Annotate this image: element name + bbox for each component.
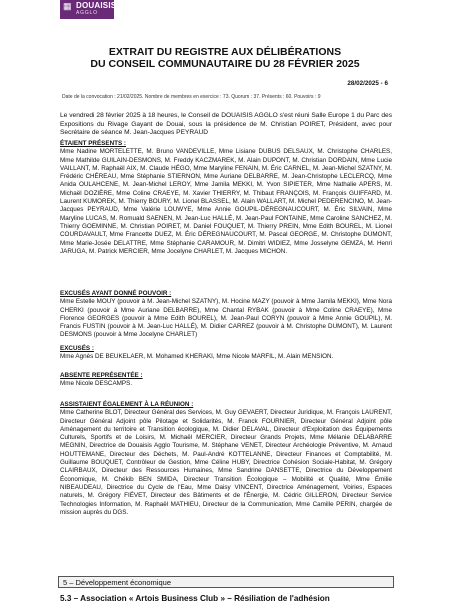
subsection-heading: 5.3 – Association « Artois Business Club » – Résiliation de l'adhésion [60,594,330,603]
absente-section [60,372,392,389]
excuses-list: Mme Agnès DE BEUKELAER, M. Mohamed KHERAKI, Mme Nicole MARFIL, M. Alain MENSION. [60,353,334,361]
logo [60,0,117,19]
absente-list: Mme Nicole DESCAMPS. [60,380,133,388]
document-title-line-1: EXTRAIT DU REGISTRE AUX DÉLIBÉRATIONS [108,46,342,58]
document-title-line-2: DU CONSEIL COMMUNAUTAIRE DU 28 FÉVRIER 2025 [90,58,360,70]
logo-brand: DOUAISIS [76,1,117,10]
deliberation-reference: 28/02/2025 - 6 [347,80,388,87]
intro-paragraph: Le vendredi 28 février 2025 à 18 heures, le Conseil de DOUAISIS AGGLO s'est réuni Salle Europe 1 du Parc des Expositions du Rivage Gayant de Douai, sous la présidence de M. Christian POIRET, Président, avec pour Secrétaire de séance M. Jean-Jacques PEYRAUD [60,112,392,137]
section-heading: 5 – Développement économique [58,576,394,588]
presents-list: Mme Nadine MORTELETTE, M. Bruno VANDEVILLE, Mme Lisiane DUBUS DELSAUX, M. Christophe CHARLES, Mme Mathilde GUILAIN-DESMONS, M. Freddy KACZMAREK, M. Alain DUPONT, M. Christian DORDAIN, Mme Lucie VAILLANT, M. Raphaël AIX, M. Claude HÉGO, Mme Maryline FENAIN, M. Éric CARNEL, M. Jean-Michel SZATNY, M. Frédéric CHÉREAU, Mme Stéphanie STIERNON, Mme Auriane DELBARRE, M. Jean-Christophe LECLERCQ, Mme Anida OULAHCENE, M. Jean-Michel LEROY, Mme Jamila MEKKI, M. Yvon SIPIETER, Mme Nathalie APERS, M. Michaël DOZIÈRE, Mme Coline CRAEYE, M. Xavier THIERRY, M. Thibaut FRANÇOIS, M. François GUIFFARD, M. Laurent KUMOREK, M. Thierry BOURY, M. Lionel BLASSEL, M. Alain WALLART, M. Michel PEDERENCINO, M. Jean-Jacques PEYRAUD, Mme Valérie LOUWYE, Mme Annie GOUPIL-DÉREGNAUCOURT, M. Éric SILVAIN, Mme Maryline LUCAS, M. Romuald SAENEN, M. Jean-Luc HALLÉ, M. Jean-Paul FONTAINE, Mme Caroline SANCHEZ, M. Thierry GOEMINNE, M. Christian POIRET, M. Daniel FOUQUET, M. Thierry PREIN, Mme Edith BOUREL, M. Lionel COURDAVAULT, Mme Francette DUEZ, M. Éric DÉREGNAUCOURT, M. Pascal GEORGE, M. Christophe DUMONT, Mme Marie-Josée DELATTRE, Mme Stéphanie CARAMOUR, M. Dimitri WIDIEZ, Mme Josselyne GEMZA, M. Henri JARUGA, M. Patrick MERCIER, Mme Jocelyne CHARLET, M. Jacques MICHON. [60,148,392,255]
assistaient-list: Mme Catherine BLOT, Directeur Général des Services, M. Guy GEVAERT, Directeur Juridique, M. François LAURENT, Directeur Général Adjoint pôle Pilotage et Solidarités, M. Franck FOURNIER, Directeur Général Adjoint pôle Aménagement du territoire et Transition écologique, M. Didier DELAVAL, Directeur d'Exploitation des Équipements Culturels, Sportifs et de Loisirs, M. Michaël MERCIER, Directeur Grands Projets, Mme Mélanie DELABARRE MEGNIN, Directrice de Douaisis Agglo Tourisme, M. Stéphane VENET, Directeur Archéologie Préventive, M. Arnaud HOUTTEMANE, Directeur des Déchets, M. Paul-André KOTTELANNE, Directeur Finances et Comptabilité, M. Guillaume BOUQUET, Contrôleur de Gestion, Mme Céline HUBY, Directrice Cohésion Sociale-Habitat, M. Grégory CLAIRBAUX, Directeur des Ressources Humaines, Mme Sandrine DANSETTE, Directrice du Développement Économique, M. Chékib BEN SMIDA, Directeur Transition Écologique – Mobilité et Qualité, Mme Émilie NIBEAUDEAU, Directrice du Cycle de l'Eau, Mme Daisy VINCENT, Directrice Aménagement, Voiries, Espaces naturels, M. Grégory FIÉVET, Directeur des Bâtiments et de l'Énergie, M. Cédric GILLERON, Directeur Service Technologies Information, M. Raphaël MATHIEU, Directeur de la Communication, Mme Camille PERIN, chargée de mission auprès du DGS. [60,409,392,516]
logo-sub: AGGLO [76,10,98,16]
excuses-section [60,345,392,362]
presents-section [60,140,392,256]
assistaient-section [60,401,392,517]
excuses-pouvoir-section [60,290,392,340]
bars-logo-icon: ▦ [63,1,72,11]
quorum-stamp: Date de la convocation : 21/02/2025. Nombre de membres en exercice : 73. Quorum : 37. Présents : 60. Pouvoirs : 9 [62,94,321,100]
excuses-heading: EXCUSÉS : [60,345,94,352]
absente-heading: ABSENTE REPRÉSENTÉE : [60,372,143,379]
excuses-pouvoir-heading: EXCUSÉS AYANT DONNÉ POUVOIR : [60,290,172,297]
presents-heading: ÉTAIENT PRÉSENTS : [60,140,127,147]
excuses-pouvoir-list: Mme Estelle MOUY (pouvoir à M. Jean-Michel SZATNY), M. Hocine MAZY (pouvoir à Mme Jamila MEKKI), Mme Nora CHERKI (pouvoir à Mme Auriane DELBARRE), Mme Chantal RYBAK (pouvoir à Mme Coline CRAEYE), Mme Florence GEORGES (pouvoir à Mme Edith BOUREL), M. Jean-Paul CORYN (pouvoir à Mme Annie GOUPIL), M. Francis FUSTIN (pouvoir à M. Jean-Luc HALLÉ), M. Didier CARREZ (pouvoir à M. Christophe DUMONT), M. Laurent DESMONS (pouvoir à Mme Jocelyne CHARLET) [60,298,392,339]
assistaient-heading: ASSISTAIENT ÉGALEMENT À LA RÉUNION : [60,401,194,408]
